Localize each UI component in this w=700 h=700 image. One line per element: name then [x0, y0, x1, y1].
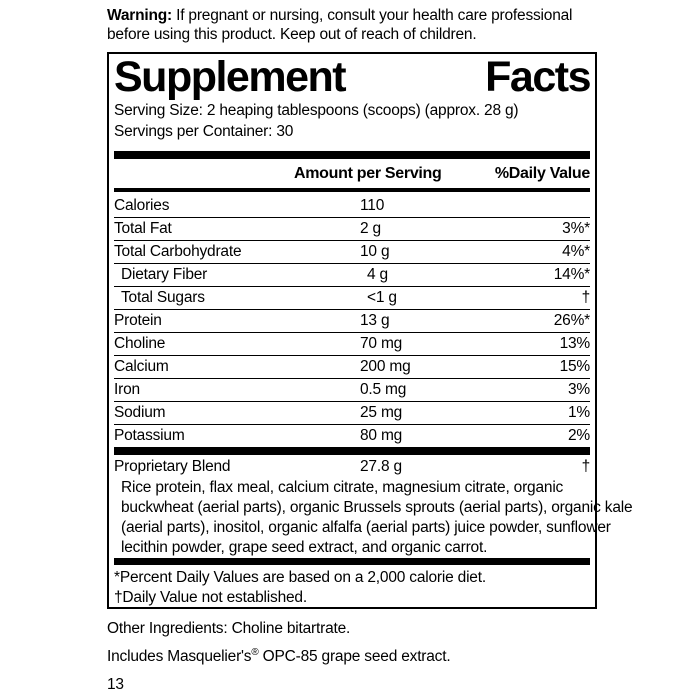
page-number: 13	[107, 676, 124, 693]
proprietary-blend-row	[114, 455, 590, 478]
divider-thick-footnotes	[114, 558, 590, 565]
nutrient-rows	[114, 195, 590, 447]
row-dv: †	[581, 289, 590, 306]
row-label: Sodium	[114, 404, 166, 421]
table-row	[114, 264, 590, 287]
row-label: Total Carbohydrate	[114, 243, 242, 260]
row-dv: 26%*	[553, 312, 590, 329]
row-amount: 200 mg	[360, 358, 411, 375]
proprietary-blend-description	[114, 478, 633, 558]
panel-title-word-2: Facts	[485, 53, 590, 101]
row-label: Iron	[114, 381, 140, 398]
row-label: Protein	[114, 312, 162, 329]
table-row	[114, 241, 590, 264]
table-row	[114, 425, 590, 447]
row-label: Total Fat	[114, 220, 172, 237]
row-amount: 0.5 mg	[360, 381, 407, 398]
supplement-facts-panel	[107, 52, 633, 609]
row-dv: 1%	[567, 404, 590, 421]
column-header-daily-value: %Daily Value	[494, 164, 590, 182]
warning-label: Warning:	[107, 7, 172, 24]
row-amount: 110	[360, 197, 385, 214]
divider-thick-top	[114, 151, 590, 159]
warning-line-1	[107, 6, 593, 25]
table-row	[114, 333, 590, 356]
row-label: Dietary Fiber	[121, 266, 208, 283]
table-row	[114, 356, 590, 379]
registered-trademark-symbol: ®	[251, 647, 259, 658]
row-dv: †	[581, 458, 590, 475]
warning-paragraph	[107, 6, 593, 44]
row-amount: 25 mg	[360, 404, 403, 421]
includes-text-pre: Includes Masquelier's	[107, 648, 252, 666]
blend-description-line: buckwheat (aerial parts), organic Brussels sprouts (aerial parts), organic kale	[121, 499, 633, 516]
footnotes	[114, 565, 590, 608]
table-row	[114, 379, 590, 402]
row-dv: 15%	[559, 358, 590, 375]
row-dv: 4%*	[562, 243, 590, 260]
footnote-percent-dv: *Percent Daily Values are based on a 2,000 calorie diet.	[114, 569, 486, 586]
row-label: Total Sugars	[121, 289, 205, 306]
row-amount: <1 g	[367, 289, 397, 306]
panel-title-word-1: Supplement	[114, 53, 346, 101]
row-dv: 14%*	[553, 266, 590, 283]
row-label: Calcium	[114, 358, 169, 375]
row-amount: 70 mg	[360, 335, 403, 352]
includes-statement	[107, 647, 450, 666]
serving-size: Serving Size: 2 heaping tablespoons (scoops) (approx. 28 g)	[114, 102, 519, 119]
divider-thick-middle	[114, 447, 590, 455]
row-amount: 27.8 g	[360, 458, 402, 475]
warning-text: If pregnant or nursing, consult your health care professional	[176, 7, 573, 24]
divider-medium-header	[114, 188, 590, 192]
row-dv: 2%	[567, 427, 590, 444]
blend-description-line: lecithin powder, grape seed extract, and organic carrot.	[121, 539, 488, 556]
row-amount: 4 g	[367, 266, 388, 283]
table-row	[114, 287, 590, 310]
row-label: Calories	[114, 197, 170, 214]
row-dv: 3%	[567, 381, 590, 398]
blend-description-line: (aerial parts), inositol, organic alfalfa (aerial parts) juice powder, sunflower	[121, 519, 611, 536]
row-dv: 13%	[559, 335, 590, 352]
row-amount: 80 mg	[360, 427, 403, 444]
table-row	[114, 402, 590, 425]
servings-per-container: Servings per Container: 30	[114, 123, 294, 140]
table-row	[114, 218, 590, 241]
row-label: Choline	[114, 335, 166, 352]
warning-line-2: before using this product. Keep out of reach of children.	[107, 26, 477, 43]
row-amount: 10 g	[360, 243, 390, 260]
table-row	[114, 310, 590, 333]
footnote-dagger: †Daily Value not established.	[114, 589, 307, 606]
row-dv: 3%*	[562, 220, 590, 237]
includes-text-post: OPC-85 grape seed extract.	[258, 648, 451, 666]
row-label: Proprietary Blend	[114, 458, 231, 475]
other-ingredients: Other Ingredients: Choline bitartrate.	[107, 620, 351, 637]
row-amount: 2 g	[360, 220, 381, 237]
row-amount: 13 g	[360, 312, 390, 329]
table-header	[114, 159, 590, 188]
column-header-amount: Amount per Serving	[294, 164, 442, 182]
panel-title	[114, 54, 590, 100]
blend-description-line: Rice protein, flax meal, calcium citrate, magnesium citrate, organic	[121, 479, 564, 496]
table-row	[114, 195, 590, 218]
row-label: Potassium	[114, 427, 185, 444]
